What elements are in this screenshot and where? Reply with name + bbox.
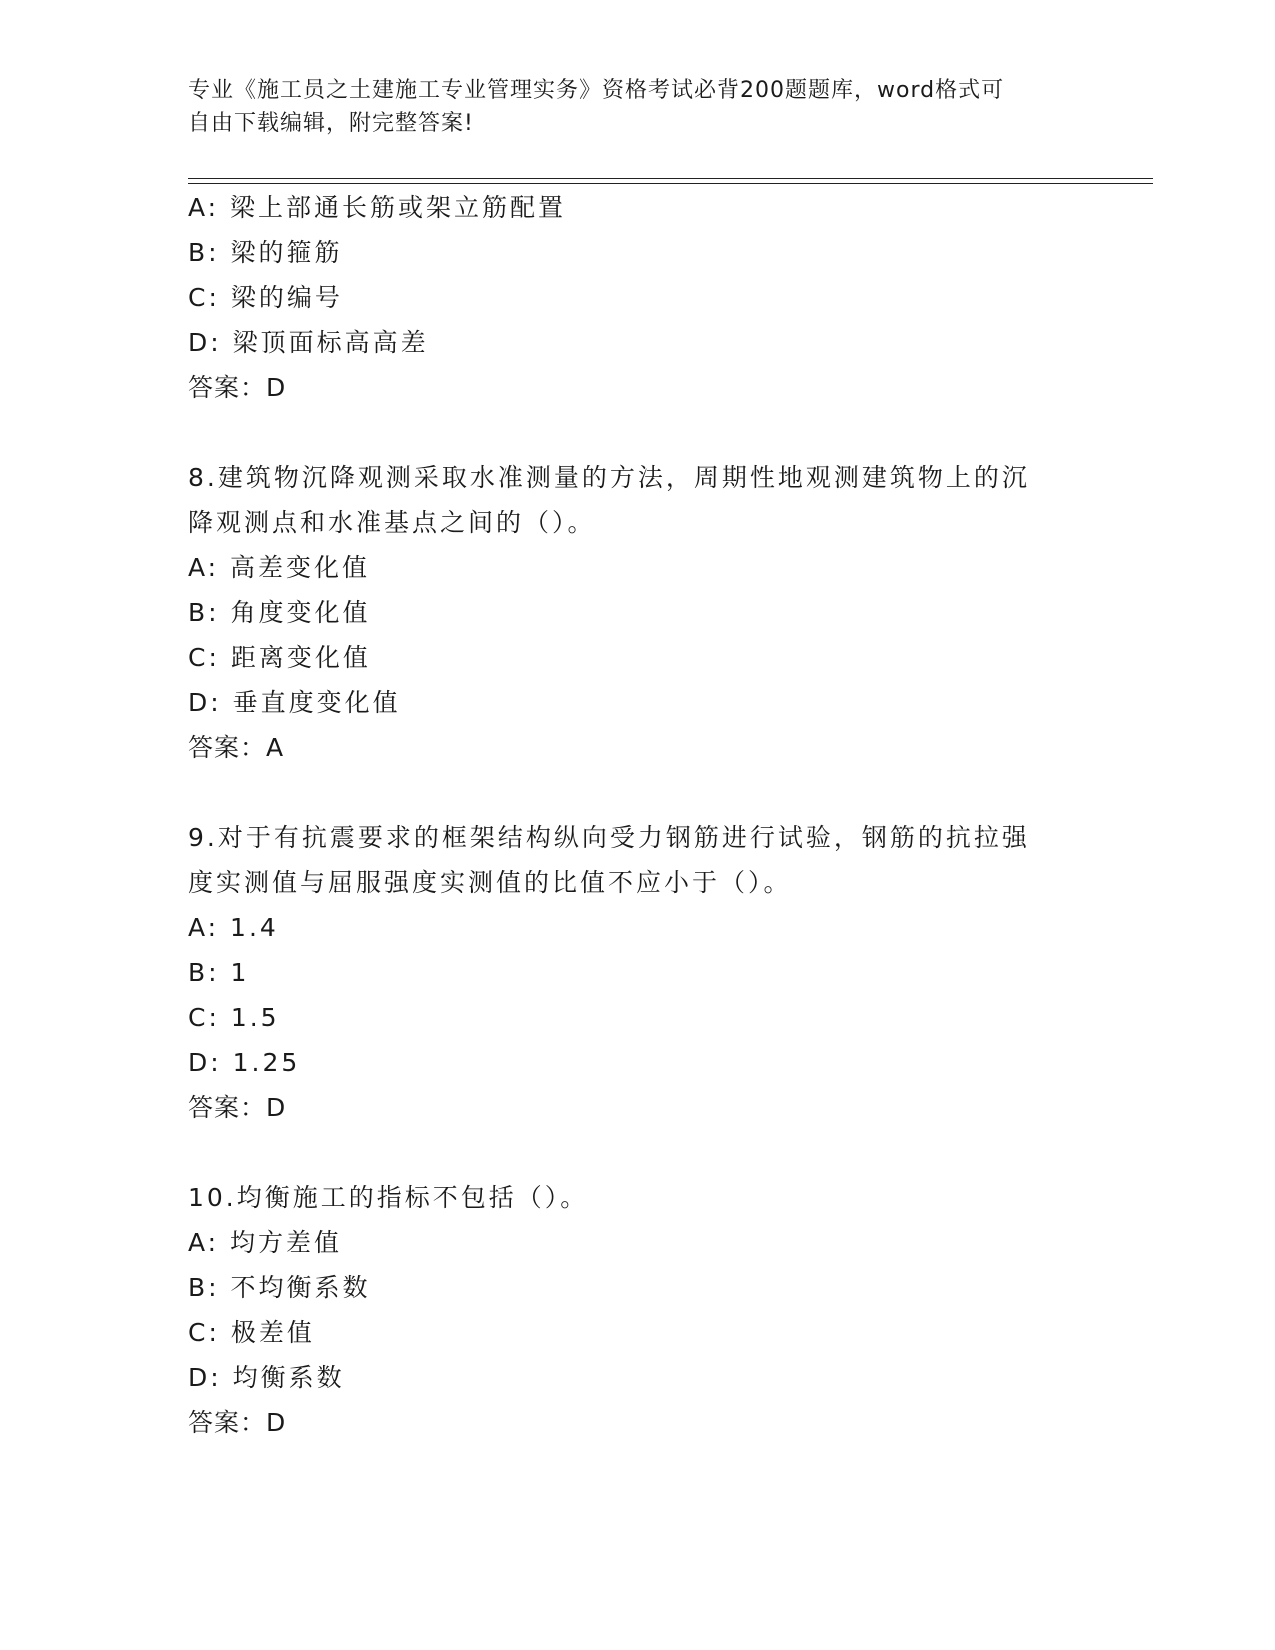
document-header — [188, 74, 1088, 140]
q9-option-a: A: 1.4 — [188, 913, 279, 942]
q7-option-c: C: 梁的编号 — [188, 283, 343, 312]
q8-answer: 答案：A — [188, 733, 285, 762]
header-line-1: 专业《施工员之土建施工专业管理实务》资格考试必背200题题库，word格式可 — [188, 78, 1005, 103]
header-divider-bottom — [188, 183, 1153, 184]
q10-stem-line-1: 10.均衡施工的指标不包括（）。 — [188, 1183, 589, 1212]
q10-option-b: B: 不均衡系数 — [188, 1273, 371, 1302]
q9-option-d: D: 1.25 — [188, 1048, 301, 1077]
q9-stem-line-1: 9.对于有抗震要求的框架结构纵向受力钢筋进行试验，钢筋的抗拉强 — [188, 823, 1030, 852]
q9-stem-line-2: 度实测值与屈服强度实测值的比值不应小于（）。 — [188, 868, 792, 897]
q7-option-d: D: 梁顶面标高高差 — [188, 328, 429, 357]
q8-option-b: B: 角度变化值 — [188, 598, 371, 627]
q9-answer: 答案：D — [188, 1093, 287, 1122]
q10-option-a: A: 均方差值 — [188, 1228, 343, 1257]
q8-option-a: A: 高差变化值 — [188, 553, 371, 582]
q7-option-a: A: 梁上部通长筋或架立筋配置 — [188, 193, 567, 222]
header-divider-top — [188, 178, 1153, 179]
q8-option-c: C: 距离变化值 — [188, 643, 371, 672]
q10-option-c: C: 极差值 — [188, 1318, 315, 1347]
q8-stem-line-2: 降观测点和水准基点之间的（）。 — [188, 508, 596, 537]
q8-stem-line-1: 8.建筑物沉降观测采取水准测量的方法，周期性地观测建筑物上的沉 — [188, 463, 1030, 492]
q7-answer: 答案：D — [188, 373, 287, 402]
q9-option-c: C: 1.5 — [188, 1003, 280, 1032]
q9-option-b: B: 1 — [188, 958, 250, 987]
q8-option-d: D: 垂直度变化值 — [188, 688, 401, 717]
q10-answer: 答案：D — [188, 1408, 287, 1437]
header-line-2: 自由下载编辑，附完整答案! — [188, 111, 474, 136]
q10-option-d: D: 均衡系数 — [188, 1363, 345, 1392]
q7-option-b: B: 梁的箍筋 — [188, 238, 343, 267]
